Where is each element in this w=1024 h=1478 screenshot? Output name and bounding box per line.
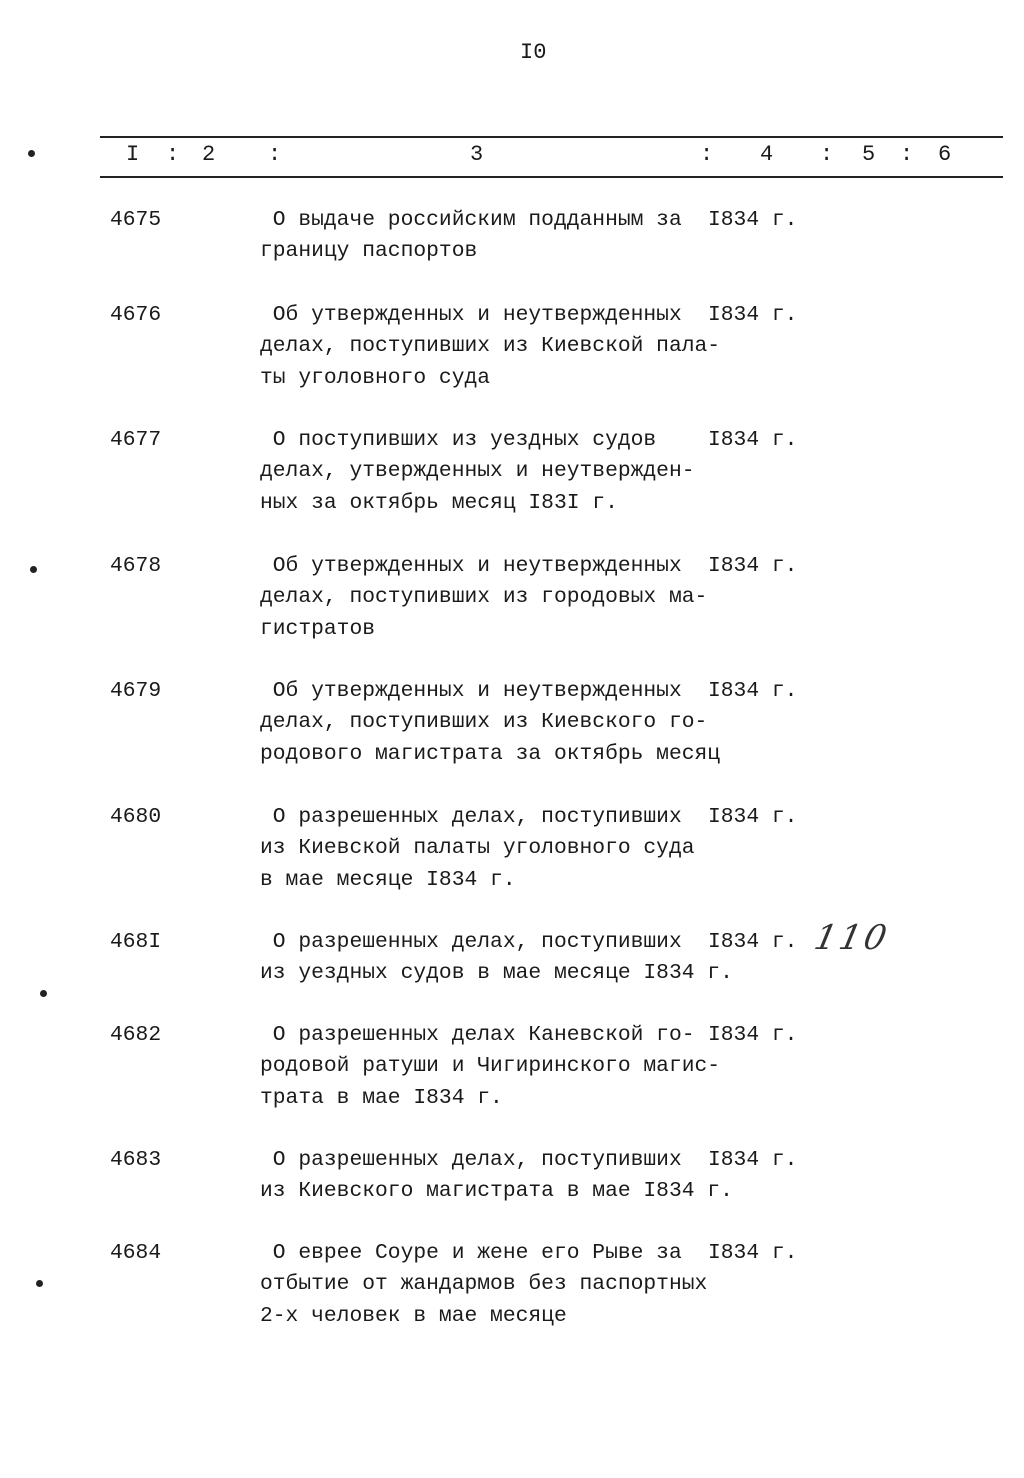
- entry-year: I834 г.: [708, 1023, 798, 1047]
- entry-title-line: ных за октябрь месяц I83I г.: [260, 490, 618, 515]
- punch-hole-mark: [30, 566, 37, 573]
- entry-number: 4684: [110, 1241, 162, 1265]
- entry-title-line: отбытие от жандармов без паспортных: [260, 1272, 708, 1297]
- entry-title-line: из Киевской палаты уголовного суда: [260, 836, 695, 861]
- entry-title: [260, 802, 695, 896]
- entry-title-line: из Киевского магистрата в мае I834 г.: [260, 1179, 733, 1204]
- entry-year: I834 г.: [708, 554, 798, 578]
- punch-hole-mark: [36, 1280, 43, 1287]
- entry-title-line: из уездных судов в мае месяце I834 г.: [260, 961, 733, 986]
- entry-title-line: делах, поступивших из Киевского го-: [260, 710, 708, 735]
- punch-hole-mark: [28, 150, 35, 157]
- entry-number: 4677: [110, 428, 162, 452]
- entry-title: [260, 425, 695, 519]
- page-number: I0: [520, 40, 547, 65]
- entry-title-line: О разрешенных делах, поступивших: [260, 1148, 682, 1172]
- entry-title: [260, 551, 707, 645]
- column-separator: :: [820, 142, 834, 167]
- entry-year: I834 г.: [708, 303, 798, 327]
- entry-title: [260, 1145, 733, 1208]
- entry-title-line: делах, утвержденных и неутвержден-: [260, 459, 695, 484]
- entry-number: 4678: [110, 554, 162, 578]
- column-separator: :: [268, 142, 282, 167]
- entry-year: I834 г.: [708, 930, 798, 954]
- entry-title-line: границу паспортов: [260, 239, 478, 264]
- entry-title-line: в мае месяце I834 г.: [260, 867, 516, 892]
- column-3-label: 3: [470, 142, 484, 167]
- entry-title-line: О разрешенных делах, поступивших: [260, 930, 682, 954]
- entry-title-line: родовой ратуши и Чигиринского магис-: [260, 1054, 721, 1079]
- entry-year: I834 г.: [708, 805, 798, 829]
- entry-title-line: делах, поступивших из Киевской пала-: [260, 334, 721, 359]
- entry-title-line: О разрешенных делах, поступивших: [260, 805, 682, 829]
- entry-number: 4676: [110, 303, 162, 327]
- entry-year: I834 г.: [708, 428, 798, 452]
- entry-number: 4682: [110, 1023, 162, 1047]
- entry-year: I834 г.: [708, 679, 798, 703]
- entry-title-line: О разрешенных делах Каневской го-: [260, 1023, 695, 1047]
- entry-title: [260, 1238, 707, 1332]
- handwritten-note: 110: [810, 918, 894, 958]
- column-separator: :: [166, 142, 180, 167]
- entry-year: I834 г.: [708, 1148, 798, 1172]
- entry-title: [260, 927, 733, 990]
- header-top-rule: [100, 136, 1003, 138]
- column-5-label: 5: [862, 142, 876, 167]
- column-1-label: I: [126, 142, 140, 167]
- header-bottom-rule: [100, 176, 1003, 178]
- column-4-label: 4: [760, 142, 774, 167]
- entry-number: 4680: [110, 805, 162, 829]
- entry-year: I834 г.: [708, 208, 798, 232]
- entry-title-line: О еврее Соуре и жене его Рыве за: [260, 1241, 682, 1265]
- entry-number: 4683: [110, 1148, 162, 1172]
- entry-title: [260, 300, 720, 394]
- column-separator: :: [700, 142, 714, 167]
- entry-title-line: 2-х человек в мае месяце: [260, 1303, 567, 1328]
- column-separator: :: [900, 142, 914, 167]
- entry-number: 4679: [110, 679, 162, 703]
- entry-title-line: Об утвержденных и неутвержденных: [260, 679, 682, 703]
- entry-number: 468I: [110, 930, 162, 954]
- entry-title-line: Об утвержденных и неутвержденных: [260, 554, 682, 578]
- entry-title-line: гистратов: [260, 616, 376, 641]
- entry-number: 4675: [110, 208, 162, 232]
- entry-title-line: О выдаче российским подданным за: [260, 208, 682, 232]
- entry-title: [260, 1020, 720, 1114]
- entry-title-line: О поступивших из уездных судов: [260, 428, 657, 452]
- entry-title-line: трата в мае I834 г.: [260, 1085, 503, 1110]
- entry-title-line: делах, поступивших из городовых ма-: [260, 585, 708, 610]
- entry-year: I834 г.: [708, 1241, 798, 1265]
- entry-title: [260, 676, 720, 770]
- entry-title-line: ты уголовного суда: [260, 365, 491, 390]
- column-6-label: 6: [938, 142, 952, 167]
- entry-title-line: Об утвержденных и неутвержденных: [260, 303, 682, 327]
- punch-hole-mark: [40, 990, 47, 997]
- column-2-label: 2: [202, 142, 216, 167]
- entry-title: [260, 205, 682, 268]
- entry-title-line: родового магистрата за октябрь месяц: [260, 741, 721, 766]
